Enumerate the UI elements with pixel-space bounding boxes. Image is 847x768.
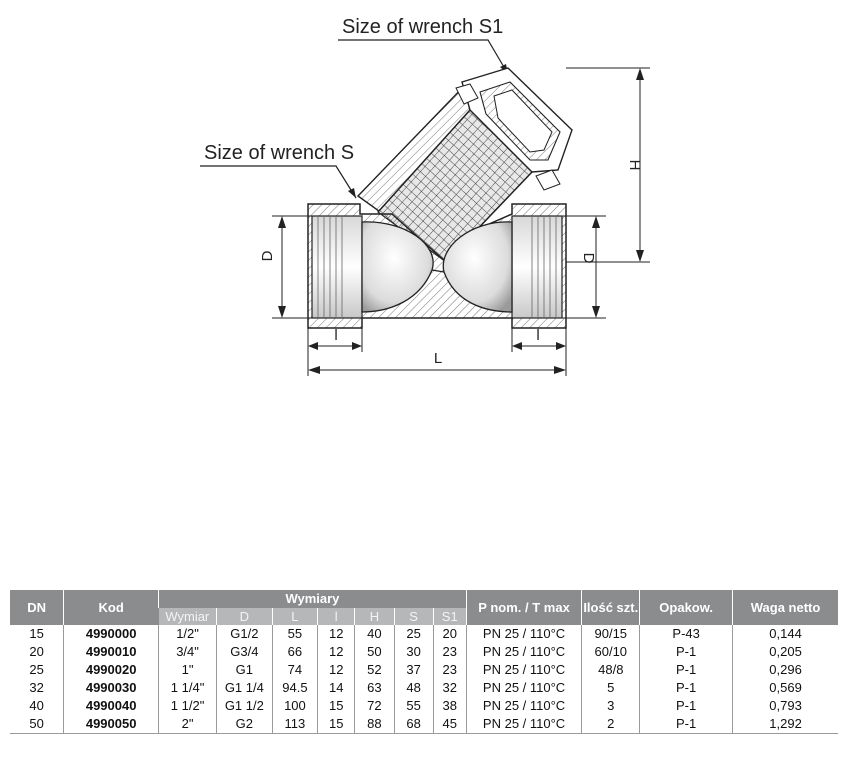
cell-pnom: PN 25 / 110°C (466, 679, 582, 697)
cell-l-big: 113 (272, 715, 317, 734)
subheader-d: D (216, 608, 272, 625)
subheader-h: H (355, 608, 394, 625)
cell-dn: 32 (29, 680, 44, 695)
header-dn: DN (10, 590, 64, 625)
cell-h: 50 (355, 643, 394, 661)
cell-d: G1 (216, 661, 272, 679)
cell-waga: 0,569 (733, 679, 838, 697)
cell-l-small: 15 (318, 715, 355, 734)
dim-d-left-label: D (259, 250, 276, 262)
header-pnom: P nom. / T max (466, 590, 582, 625)
cell-h: 40 (355, 625, 394, 643)
cell-pnom: PN 25 / 110°C (466, 661, 582, 679)
cell-l-small: 12 (318, 625, 355, 643)
cell-ilosc: 48/8 (582, 661, 640, 679)
cell-kod: 4990050 (64, 715, 159, 734)
cell-waga: 0,144 (733, 625, 838, 643)
label-wrench-s: Size of wrench S (204, 142, 355, 164)
dimension-d-right (562, 216, 606, 318)
cell-l-big: 94.5 (272, 679, 317, 697)
dim-l-small-left-label: l (334, 327, 338, 344)
cell-kod: 4990020 (64, 661, 159, 679)
cell-pnom: PN 25 / 110°C (466, 715, 582, 734)
cell-s: 68 (394, 715, 433, 734)
cell-l-small: 15 (318, 697, 355, 715)
cell-dn: 15 (29, 626, 44, 641)
cell-dn: 50 (10, 715, 64, 734)
dimension-l (308, 327, 566, 376)
cell-opakow: P-1 (640, 643, 733, 661)
cell-waga: 0,793 (733, 697, 838, 715)
cell-opakow: P-1 (640, 661, 733, 679)
header-ilosc: Ilość szt. (582, 590, 640, 625)
table-row (10, 625, 838, 643)
dim-l-label: L (433, 350, 443, 367)
header-row (10, 590, 838, 608)
cell-opakow: P-1 (640, 697, 733, 715)
cell-l-small: 12 (318, 643, 355, 661)
cell-h: 72 (355, 697, 394, 715)
cell-l-big: 66 (272, 643, 317, 661)
cell-ilosc: 5 (582, 679, 640, 697)
dim-l-small-right-label: l (536, 327, 540, 344)
cell-ilosc: 90/15 (582, 625, 640, 643)
leader-s1 (338, 40, 508, 74)
dim-d-right-label: D (580, 252, 597, 264)
dimension-d-left (259, 216, 312, 318)
cell-s: 48 (394, 679, 433, 697)
cell-h: 63 (355, 679, 394, 697)
cell-pnom: PN 25 / 110°C (466, 697, 582, 715)
cell-opakow: P-43 (640, 625, 733, 643)
cell-dn: 40 (29, 698, 44, 713)
cell-s: 55 (394, 697, 433, 715)
cell-kod: 4990030 (64, 679, 159, 697)
dim-h-label: H (626, 159, 643, 171)
cell-ilosc: 60/10 (582, 643, 640, 661)
label-wrench-s1: Size of wrench S1 (342, 16, 504, 38)
cell-wymiar: 1" (159, 661, 217, 679)
cell-wymiar: 2" (159, 715, 217, 734)
leader-s (200, 166, 356, 198)
subheader-s1: S1 (433, 608, 466, 625)
header-wymiary: Wymiary (159, 590, 467, 608)
cell-d: G1/2 (216, 625, 272, 643)
cell-s: 25 (394, 625, 433, 643)
cell-ilosc: 3 (582, 697, 640, 715)
cell-wymiar: 1/2" (159, 625, 217, 643)
cell-pnom: PN 25 / 110°C (466, 625, 582, 643)
cell-waga: 0,205 (733, 643, 838, 661)
cell-s: 37 (394, 661, 433, 679)
subheader-s: S (394, 608, 433, 625)
cell-d: G3/4 (216, 643, 272, 661)
subheader-l-small: l (318, 608, 355, 625)
cell-s1: 38 (433, 697, 466, 715)
cell-kod: 4990040 (64, 697, 159, 715)
cell-d: G1 1/2 (216, 697, 272, 715)
cell-s1: 20 (433, 625, 466, 643)
cell-s1: 45 (433, 715, 466, 734)
leader-s-arrow (348, 188, 356, 198)
subheader-l-big: L (272, 608, 317, 625)
cell-h: 88 (355, 715, 394, 734)
cell-ilosc: 2 (582, 715, 640, 734)
cell-h: 52 (355, 661, 394, 679)
cell-l-big: 100 (272, 697, 317, 715)
subheader-wymiar: Wymiar (159, 608, 217, 625)
cell-l-big: 55 (272, 625, 317, 643)
cell-s: 30 (394, 643, 433, 661)
cell-kod: 4990010 (64, 643, 159, 661)
cell-waga: 0,296 (733, 661, 838, 679)
table-row (10, 643, 838, 661)
cell-dn: 25 (29, 662, 44, 677)
cell-d: G1 1/4 (216, 679, 272, 697)
cell-l-small: 14 (318, 679, 355, 697)
cell-opakow: P-1 (640, 679, 733, 697)
header-kod: Kod (64, 590, 159, 625)
cell-s1: 32 (433, 679, 466, 697)
table-row (10, 697, 838, 715)
cell-opakow: P-1 (640, 715, 733, 734)
cell-wymiar: 1 1/4" (159, 679, 217, 697)
cell-d: G2 (216, 715, 272, 734)
table-row (10, 679, 838, 697)
cell-l-big: 74 (272, 661, 317, 679)
cell-l-small: 12 (318, 661, 355, 679)
cell-pnom: PN 25 / 110°C (466, 643, 582, 661)
cell-s1: 23 (433, 661, 466, 679)
cell-waga: 1,292 (733, 715, 838, 734)
cell-wymiar: 3/4" (159, 643, 217, 661)
header-waga: Waga netto (733, 590, 838, 625)
cell-dn: 20 (29, 644, 44, 659)
cell-kod: 4990000 (64, 625, 159, 643)
spec-table (10, 590, 838, 734)
cell-s1: 23 (433, 643, 466, 661)
table-row (10, 715, 838, 734)
header-opakow: Opakow. (640, 590, 733, 625)
table-row (10, 661, 838, 679)
dimension-h (566, 68, 650, 262)
cell-wymiar: 1 1/2" (159, 697, 217, 715)
